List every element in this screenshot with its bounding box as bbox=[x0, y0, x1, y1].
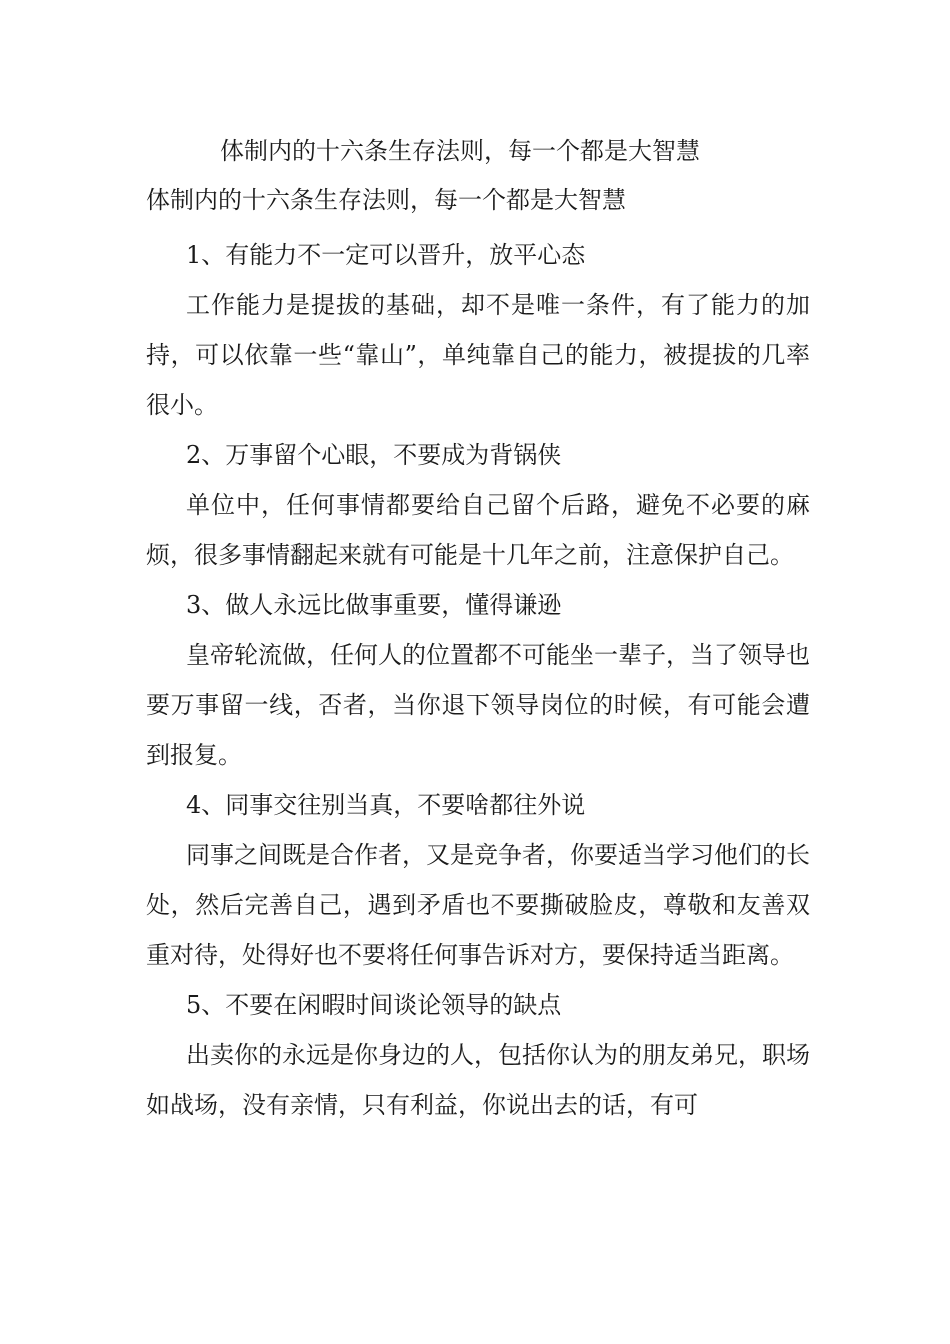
section-heading: 5、不要在闲暇时间谈论领导的缺点 bbox=[186, 991, 562, 1019]
section-heading: 1、有能力不一定可以晋升，放平心态 bbox=[186, 241, 586, 269]
section-paragraph: 出卖你的永远是你身边的人，包括你认为的朋友弟兄，职场如战场，没有亲情，只有利益，你说出去的话，有可 bbox=[146, 1041, 810, 1119]
section-heading: 3、做人永远比做事重要，懂得谦逊 bbox=[186, 591, 562, 619]
section-paragraph: 同事之间既是合作者，又是竞争者，你要适当学习他们的长处，然后完善自己，遇到矛盾也不要撕破脸皮，尊敬和友善双重对待，处得好也不要将任何事告诉对方，要保持适当距离。 bbox=[146, 841, 810, 969]
document-title: 体制内的十六条生存法则，每一个都是大智慧 bbox=[220, 137, 700, 165]
section-heading: 2、万事留个心眼，不要成为背锅侠 bbox=[186, 441, 562, 469]
section-paragraph: 单位中，任何事情都要给自己留个后路，避免不必要的麻烦，很多事情翻起来就有可能是十几年之前，注意保护自己。 bbox=[146, 491, 810, 569]
section-paragraph: 皇帝轮流做，任何人的位置都不可能坐一辈子，当了领导也要万事留一线，否者，当你退下领导岗位的时候，有可能会遭到报复。 bbox=[146, 641, 810, 769]
section-heading: 4、同事交往别当真，不要啥都往外说 bbox=[186, 791, 586, 819]
section-paragraph: 工作能力是提拔的基础，却不是唯一条件，有了能力的加持，可以依靠一些“靠山”，单纯靠自己的能力，被提拔的几率很小。 bbox=[146, 291, 810, 419]
document-body bbox=[146, 230, 810, 1130]
document-subtitle: 体制内的十六条生存法则，每一个都是大智慧 bbox=[146, 186, 626, 214]
